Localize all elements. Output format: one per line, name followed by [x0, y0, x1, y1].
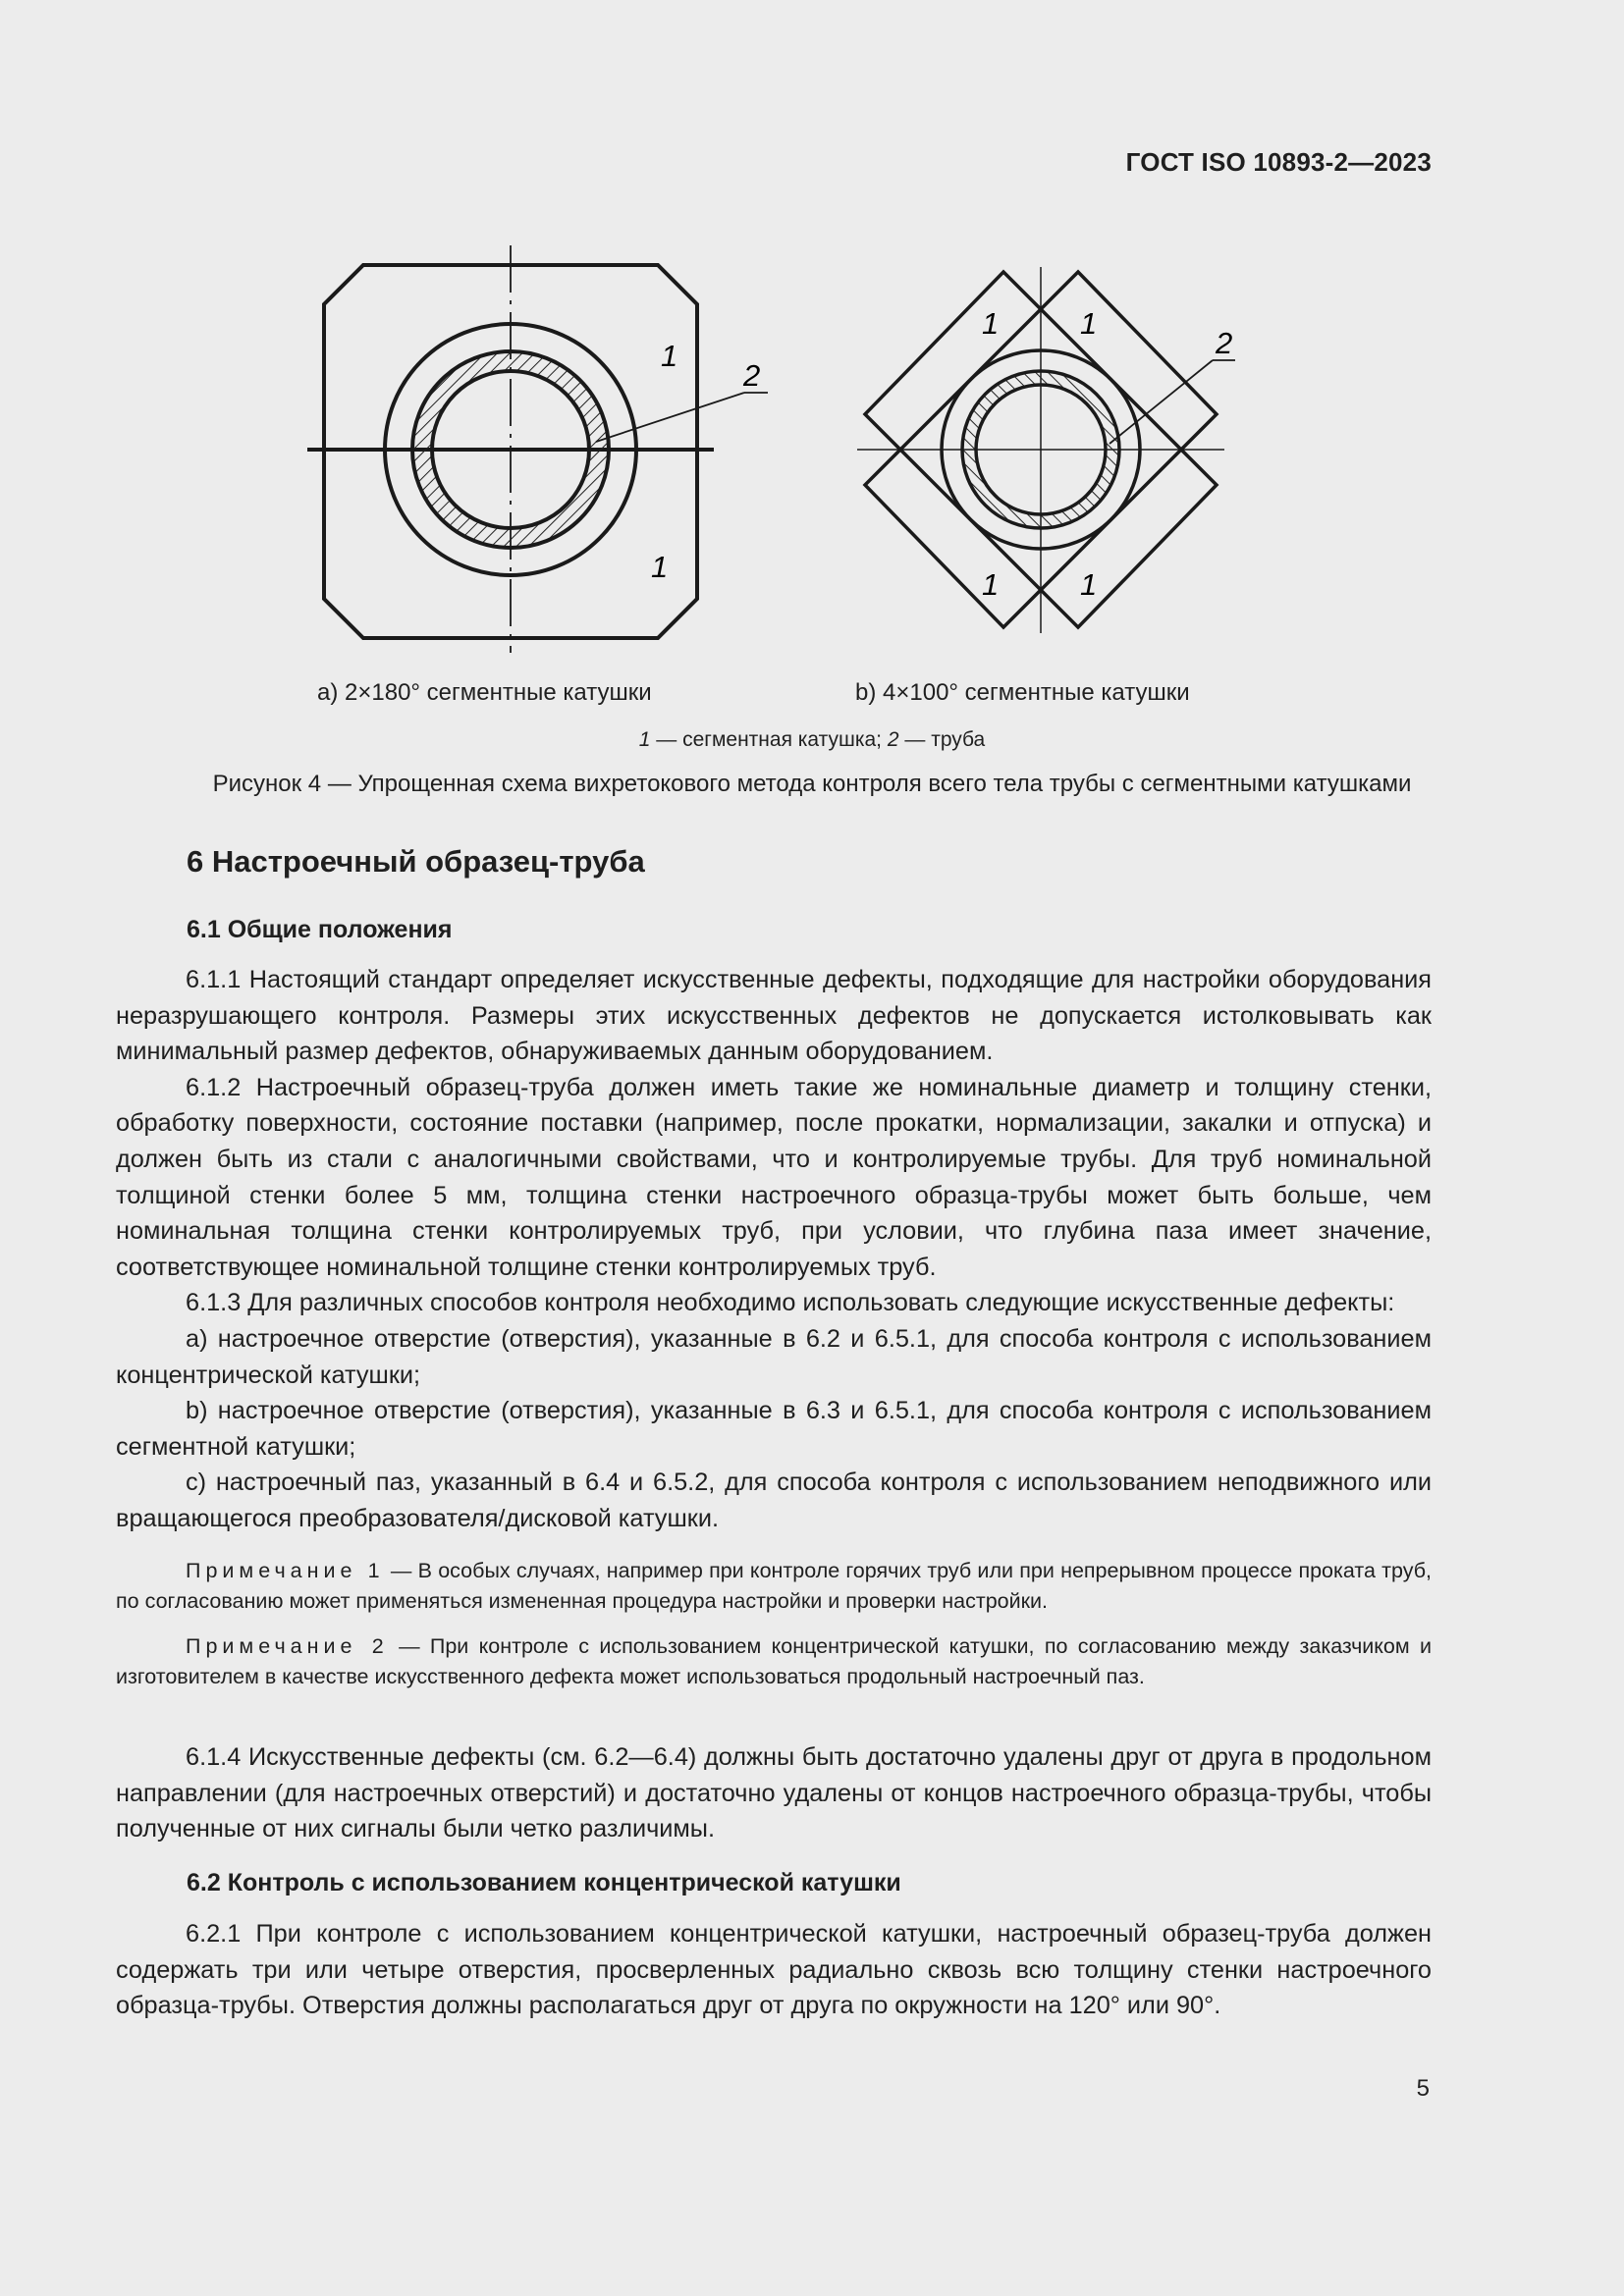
figure-b-label-coil-tl: 1: [982, 306, 1000, 341]
figure-a-two-segment-coils: [307, 245, 768, 653]
paragraph-6-1-1: 6.1.1 Настоящий стандарт определяет искусственные дефекты, подходящие для настройки оборудования неразрушающего контроля. Размеры этих искусственных дефектов не допускается истолковывать как минимальный размер дефектов, обнаруживаемых данным оборудованием.: [116, 966, 1432, 1066]
figure-b-subcaption: b) 4×100° сегментные катушки: [855, 679, 1190, 706]
document-header: ГОСТ ISO 10893-2—2023: [1125, 147, 1432, 177]
figure-legend: [0, 728, 1624, 752]
figure-a-label-coil-bottom: 1: [651, 550, 669, 584]
paragraph-6-1-3: 6.1.3 Для различных способов контроля необходимо использовать следующие искусственные дефекты:: [186, 1289, 1395, 1317]
figure-caption: Рисунок 4 — Упрощенная схема вихретокового метода контроля всего тела трубы с сегментными катушками: [212, 771, 1412, 797]
note-2-label: Примечание 2: [186, 1634, 389, 1658]
figure-a-subcaption: a) 2×180° сегментные катушки: [317, 679, 652, 706]
note-1-label: Примечание 1: [186, 1559, 385, 1582]
section-6-1-body: [116, 962, 1432, 1537]
figure-a-label-coil-top: 1: [661, 339, 678, 373]
section-6-1-heading: 6.1 Общие положения: [187, 916, 453, 943]
legend-text-2: — труба: [898, 728, 986, 751]
section-6-2-heading: 6.2 Контроль с использованием концентрической катушки: [187, 1869, 901, 1896]
figure-a-label-pipe: 2: [743, 358, 761, 393]
legend-key-1: 1: [638, 728, 651, 751]
figure-b-label-coil-bl: 1: [982, 567, 1000, 602]
figure-b-label-coil-tr: 1: [1080, 306, 1098, 341]
note-2-text: — При контроле с использованием концентрической катушки, по согласованию между заказчиком и изготовителем в качестве искусственного дефекта может использоваться продольный настроечный паз.: [116, 1634, 1432, 1688]
figure-b-four-segment-coils: [857, 267, 1235, 633]
page-number: 5: [1416, 2075, 1430, 2102]
section-6-2-body: [116, 1916, 1432, 2024]
note-1-text: — В особых случаях, например при контроле горячих труб или при непрерывном процессе проката труб, по согласованию может применяться измененная процедура настройки и проверки настройки.: [116, 1559, 1433, 1613]
figure-b-label-pipe: 2: [1216, 326, 1233, 360]
paragraph-6-1-4-block: [116, 1739, 1432, 1847]
list-item-b: b) настроечное отверстие (отверстия), указанные в 6.3 и 6.5.1, для способа контроля с использованием сегментной катушки;: [116, 1397, 1432, 1461]
section-6-heading: 6 Настроечный образец-труба: [187, 844, 645, 879]
paragraph-6-1-4: 6.1.4 Искусственные дефекты (см. 6.2—6.4) должны быть достаточно удалены друг от друга в продольном направлении (для настроечных отверстий) и достаточно удалены от концов настроечного образца-трубы, чтобы полученные от них сигналы были четко различимы.: [116, 1743, 1432, 1843]
paragraph-6-1-2: 6.1.2 Настроечный образец-труба должен иметь такие же номинальные диаметр и толщину стенки, обработку поверхности, состояние поставки (например, после прокатки, нормализации, закалки и отпуска) и должен быть из стали с аналогичными свойствами, что и контролируемые трубы. Для труб номинальной толщиной стенки более 5 мм, толщина стенки настроечного образца-трубы может быть больше, чем номинальная толщина стенки контролируемых труб, при условии, что глубина паза имеет значение, соответствующее номинальной толщине стенки контролируемых труб.: [116, 1073, 1432, 1281]
note-1: [116, 1556, 1432, 1617]
list-item-a: a) настроечное отверстие (отверстия), указанные в 6.2 и 6.5.1, для способа контроля с использованием концентрической катушки;: [116, 1324, 1432, 1389]
figure-4-drawing: [0, 245, 1624, 667]
figure-b-label-coil-br: 1: [1080, 567, 1098, 602]
legend-key-2: 2: [887, 728, 899, 751]
legend-text-1: — сегментная катушка;: [650, 728, 888, 751]
list-item-c: c) настроечный паз, указанный в 6.4 и 6.5.2, для способа контроля с использованием неподвижного или вращающегося преобразователя/дисковой катушки.: [116, 1468, 1432, 1532]
paragraph-6-2-1: 6.2.1 При контроле с использованием концентрической катушки, настроечный образец-труба должен содержать три или четыре отверстия, просверленных радиально сквозь всю толщину стенки настроечного образца-трубы. Отверстия должны располагаться друг от друга по окружности на 120° или 90°.: [116, 1920, 1432, 2020]
note-2: [116, 1631, 1432, 1692]
